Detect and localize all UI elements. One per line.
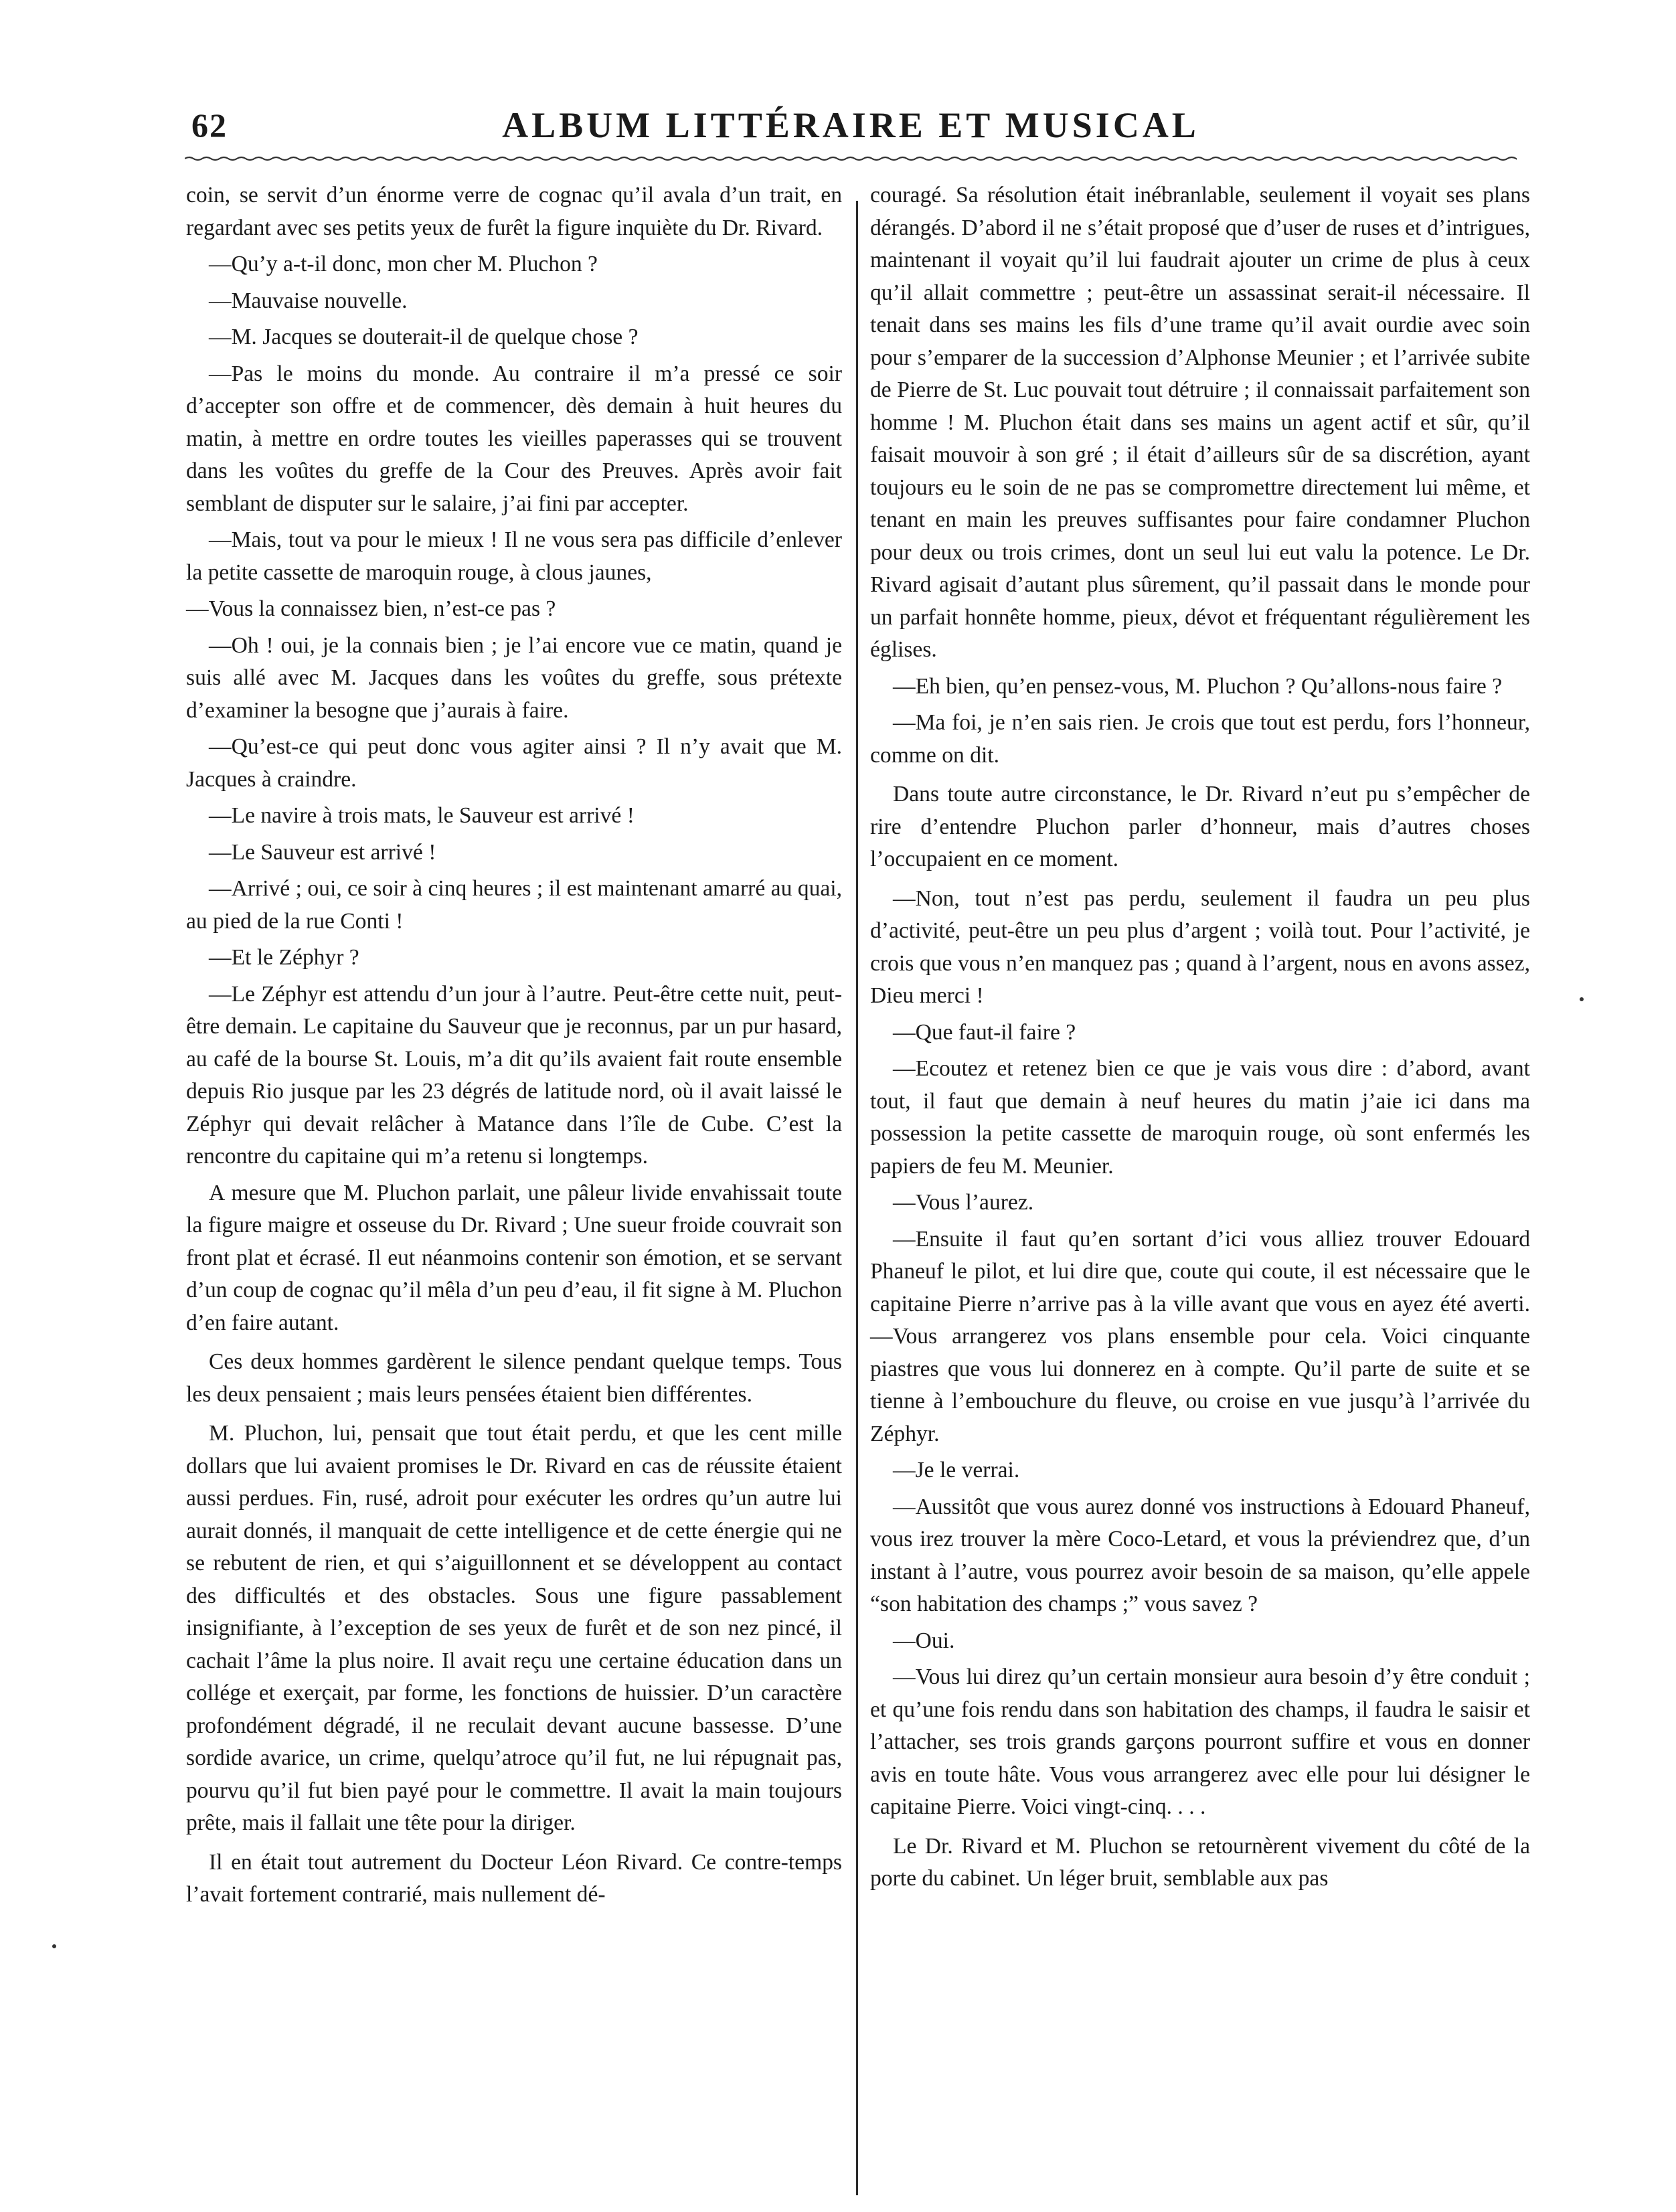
paragraph: —Eh bien, qu’en pensez-vous, M. Pluchon ? Qu’allons-nous faire ? bbox=[893, 673, 1503, 699]
paragraph: —Vous lui direz qu’un certain monsieur aura besoin d’y être conduit ; et qu’une fois rendu dans son habitation des champs, il faudra le saisir et l’attacher, ses trois grands garçons pourront suffire et vous en donner avis en toute hâte. Vous vous arrangerez avec elle pour lui désigner le capitaine Pierre. Voici vingt-cinq. . . . bbox=[870, 1665, 1530, 1819]
paragraph: —Mauvaise nouvelle. bbox=[209, 288, 408, 313]
paragraph: —Ensuite il faut qu’en sortant d’ici vous alliez trouver Edouard Phaneuf le pilot, et lui dire que, coute qui coute, il est nécessaire que le capitaine Pierre n’arrive pas à la ville avant que vous en ayez été averti.—Vous arrangerez vos plans ensemble pour cela. Voici cinquante piastres que vous lui donnerez en à compte. Qu’il parte de suite et se tienne à l’embouchure du fleuve, ou croise en vue jusqu’à l’arrivée du Zéphyr. bbox=[870, 1226, 1530, 1446]
paragraph: Dans toute autre circonstance, le Dr. Rivard n’eut pu s’empêcher de rire d’entendre Pluchon parler d’honneur, mais d’autres choses l’occupaient en ce moment. bbox=[870, 782, 1530, 871]
right-column bbox=[870, 179, 1530, 1899]
header-ornament-rule bbox=[185, 151, 1517, 166]
paragraph: A mesure que M. Pluchon parlait, une pâleur livide envahissait toute la figure maigre et osseuse du Dr. Rivard ; Une sueur froide couvrait son front plat et écrasé. Il eut néanmoins contenir son émotion, et se servant d’un coup de cognac qu’il mêla d’un peu d’eau, il fit signe à M. Pluchon d’en faire autant. bbox=[186, 1180, 842, 1335]
paragraph: —Mais, tout va pour le mieux ! Il ne vous sera pas difficile d’enlever la petite cassette de maroquin rouge, à clous jaunes, bbox=[186, 527, 842, 585]
paragraph: —Aussitôt que vous aurez donné vos instructions à Edouard Phaneuf, vous irez trouver la mère Coco-Letard, et vous la préviendrez que, d’un instant à l’autre, vous pourrez avoir besoin de sa maison, qu’elle appele “son habitation des champs ;” vous savez ? bbox=[870, 1494, 1530, 1616]
paragraph: —Arrivé ; oui, ce soir à cinq heures ; il est maintenant amarré au quai, au pied de la rue Conti ! bbox=[186, 876, 842, 934]
paragraph: —Le navire à trois mats, le Sauveur est arrivé ! bbox=[209, 803, 635, 828]
paragraph: —Qu’est-ce qui peut donc vous agiter ainsi ? Il n’y avait que M. Jacques à craindre. bbox=[186, 734, 842, 792]
paragraph: —Le Zéphyr est attendu d’un jour à l’autre. Peut-être cette nuit, peut-être demain. Le capitaine du Sauveur que je reconnus, par un pur hasard, au café de la bourse St. Louis, m’a dit qu’ils avaient fait route ensemble depuis Rio jusque par les 23 dégrés de latitude nord, où il avait laissé le Zéphyr qui devait relâcher à Matance dans l’île de Cube. C’est la rencontre du capitaine qui m’a retenu si longtemps. bbox=[186, 981, 842, 1169]
left-column bbox=[186, 179, 842, 1916]
paragraph: —Le Sauveur est arrivé ! bbox=[209, 839, 436, 865]
paragraph: —Non, tout n’est pas perdu, seulement il faudra un peu plus d’activité, peut-être un peu plus d’argent ; voilà tout. Pour l’activité, je crois que vous n’en manquez pas ; quand à l’argent, nous en avons assez, Dieu merci ! bbox=[870, 885, 1530, 1008]
paragraph: —Oh ! oui, je la connais bien ; je l’ai encore vue ce matin, quand je suis allé avec M. Jacques dans les voûtes du greffe, sous prétexte d’examiner la besogne que j’aurais à faire. bbox=[186, 632, 842, 723]
column-divider bbox=[856, 201, 858, 2195]
paragraph: —Vous la connaissez bien, n’est-ce pas ? bbox=[186, 596, 556, 621]
paragraph: —Vous l’aurez. bbox=[893, 1190, 1034, 1215]
paragraph: Ces deux hommes gardèrent le silence pendant quelque temps. Tous les deux pensaient ; mais leurs pensées étaient bien différentes. bbox=[186, 1349, 842, 1407]
paragraph: —Je le verrai. bbox=[893, 1458, 1020, 1482]
ink-speck bbox=[1580, 997, 1584, 1001]
paragraph: Le Dr. Rivard et M. Pluchon se retournèrent vivement du côté de la porte du cabinet. Un léger bruit, semblable aux pas bbox=[870, 1833, 1530, 1891]
ink-speck bbox=[52, 1944, 56, 1948]
wavy-rule-graphic bbox=[185, 151, 1517, 166]
page-number: 62 bbox=[191, 106, 228, 144]
paragraph: —Et le Zéphyr ? bbox=[209, 945, 359, 970]
paragraph: —Ecoutez et retenez bien ce que je vais vous dire : d’abord, avant tout, il faut que demain à neuf heures du matin j’aie ici dans ma possession la petite cassette de maroquin rouge, où sont enfermés les papiers de feu M. Meunier. bbox=[870, 1056, 1530, 1179]
paragraph: —M. Jacques se douterait-il de quelque chose ? bbox=[209, 325, 639, 349]
paragraph: —Que faut-il faire ? bbox=[893, 1019, 1076, 1045]
paragraph: coin, se servit d’un énorme verre de cognac qu’il avala d’un trait, en regardant avec ses petits yeux de furêt la figure inquiète du Dr. Rivard. bbox=[186, 183, 842, 240]
paragraph: —Ma foi, je n’en sais rien. Je crois que tout est perdu, fors l’honneur, comme on dit. bbox=[870, 710, 1530, 768]
paragraph: —Oui. bbox=[893, 1628, 955, 1653]
paragraph: couragé. Sa résolution était inébranlable, seulement il voyait ses plans dérangés. D’abord il ne s’était proposé que d’user de ruses et d’intrigues, maintenant il voyait qu’il lui faudrait ajouter un crime de plus à ceux qu’il allait commettre ; peut-être un assassinat serait-il nécessaire. Il tenait dans ses mains les fils d’une trame qu’il avait ourdie avec soin pour s’emparer de la succession d’Alphonse Meunier ; et l’arrivée subite de Pierre de St. Luc pouvait tout détruire ; il connaissait parfaitement son homme ! M. Pluchon était dans ses mains un agent actif et sûr, qu’il faisait mouvoir à son gré ; il était d’ailleurs sûr de sa discrétion, ayant toujours eu le soin de ne pas se compromettre directement lui même, et tenant en main les preuves suffisantes pour faire condamner Pluchon pour deux ou trois crimes, dont un seul lui eut valu la potence. Le Dr. Rivard agisait d’autant plus sûrement, qu’il passait dans le monde pour un parfait honnête homme, pieux, dévot et fréquentant régulièrement les églises. bbox=[870, 183, 1530, 662]
paragraph: M. Pluchon, lui, pensait que tout était perdu, et que les cent mille dollars que lui avaient promises le Dr. Rivard en cas de réussite étaient aussi perdues. Fin, rusé, adroit pour exécuter les ordres qu’un autre lui aurait donnés, il manquait de cette intelligence et de cette énergie qui ne se rebutent de rien, et qui s’aiguillonnent et se développent au contact des difficultés et des obstacles. Sous une figure passablement insignifiante, à l’exception de ses yeux de furêt et de son nez pincé, il cachait l’âme la plus noire. Il avait reçu une certaine éducation dans un collége et exerçait, par forme, les fonctions de huissier. D’un caractère profondément dégradé, il ne reculait devant aucune bassesse. D’une sordide avarice, un crime, quelqu’atroce qu’il fut, ne lui répugnait pas, pourvu qu’il fut bien payé pour le commettre. Il avait la main toujours prête, mais il fallait une tête pour la diriger. bbox=[186, 1421, 842, 1835]
journal-title: ALBUM LITTÉRAIRE ET MUSICAL bbox=[502, 105, 1199, 145]
paragraph: —Pas le moins du monde. Au contraire il m’a pressé ce soir d’accepter son offre et de commencer, dès demain à huit heures du matin, à mettre en ordre toutes les vieilles paperasses qui se trouvent dans les voûtes du greffe de la Cour des Preuves. Après avoir fait semblant de disputer sur le salaire, j’ai fini par accepter. bbox=[186, 361, 842, 516]
paragraph: —Qu’y a-t-il donc, mon cher M. Pluchon ? bbox=[209, 252, 598, 276]
paragraph: Il en était tout autrement du Docteur Léon Rivard. Ce contre-temps l’avait fortement contrarié, mais nullement dé- bbox=[186, 1849, 842, 1907]
